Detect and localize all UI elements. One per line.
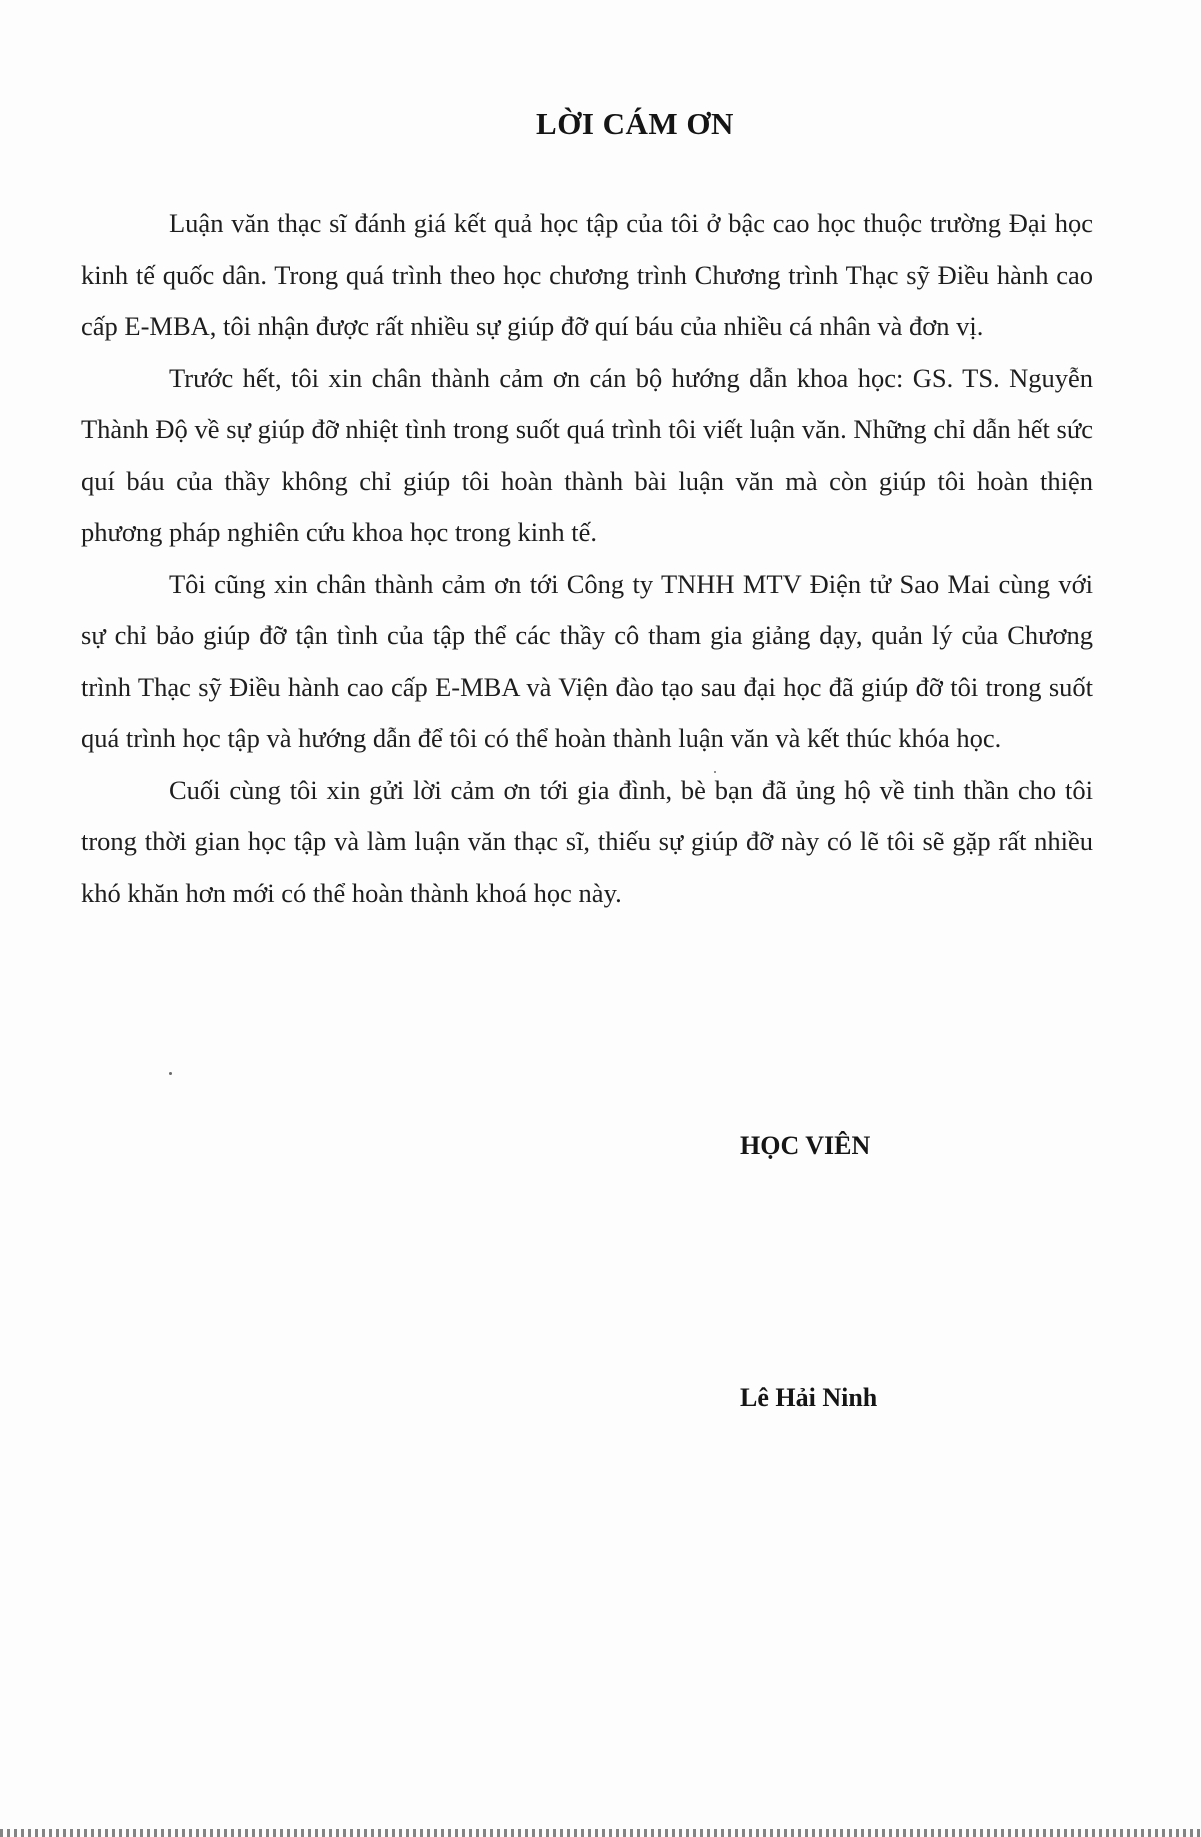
- acknowledgement-body: [81, 198, 1093, 919]
- scan-speck: [169, 1072, 172, 1075]
- page-title: LỜI CÁM ƠN: [536, 106, 734, 141]
- scan-bottom-edge: [0, 1829, 1201, 1837]
- paragraph-4: Cuối cùng tôi xin gửi lời cảm ơn tới gia đình, bè bạn đã ủng hộ về tinh thần cho tôi trong thời gian học tập và làm luận văn thạc sĩ, thiếu sự giúp đỡ này có lẽ tôi sẽ gặp rất nhiều khó khăn hơn mới có thể hoàn thành khoá học này.: [81, 774, 1093, 908]
- paragraph-1: Luận văn thạc sĩ đánh giá kết quả học tập của tôi ở bậc cao học thuộc trường Đại học kinh tế quốc dân. Trong quá trình theo học chương trình Chương trình Thạc sỹ Điều hành cao cấp E-MBA, tôi nhận được rất nhiều sự giúp đỡ quí báu của nhiều cá nhân và đơn vị.: [81, 208, 1093, 341]
- signer-role: HỌC VIÊN: [740, 1131, 871, 1160]
- paragraph-2: Trước hết, tôi xin chân thành cảm ơn cán bộ hướng dẫn khoa học: GS. TS. Nguyễn Thành Độ về sự giúp đỡ nhiệt tình trong suốt quá trình tôi viết luận văn. Những chỉ dẫn hết sức quí báu của thầy không chỉ giúp tôi hoàn thành bài luận văn mà còn giúp tôi hoàn thiện phương pháp nghiên cứu khoa học trong kinh tế.: [81, 362, 1093, 547]
- signer-name: Lê Hải Ninh: [740, 1383, 878, 1412]
- paragraph-3: Tôi cũng xin chân thành cảm ơn tới Công ty TNHH MTV Điện tử Sao Mai cùng với sự chỉ bảo giúp đỡ tận tình của tập thể các thầy cô tham gia giảng dạy, quản lý của Chương trình Thạc sỹ Điều hành cao cấp E-MBA và Viện đào tạo sau đại học đã giúp đỡ tôi trong suốt quá trình học tập và hướng dẫn để tôi có thể hoàn thành luận văn và kết thúc khóa học.: [81, 568, 1093, 753]
- scan-speck: [714, 771, 716, 773]
